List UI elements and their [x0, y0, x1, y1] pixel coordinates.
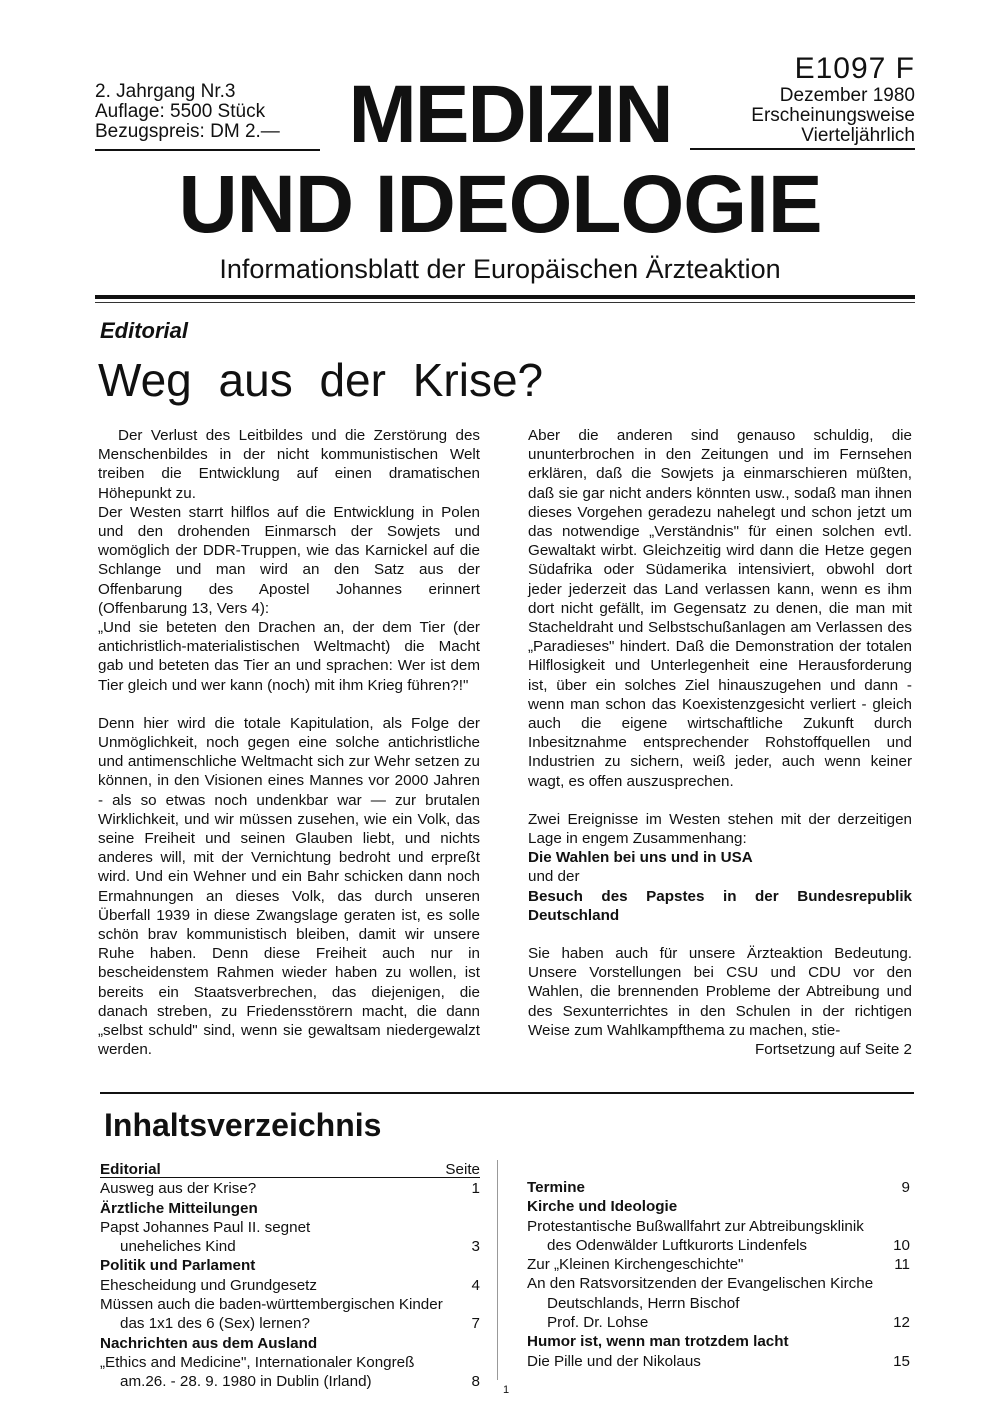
editorial-label: Editorial	[100, 318, 189, 343]
toc-entry-title: Zur „Kleinen Kirchengeschichte"	[527, 1256, 744, 1274]
toc-page-number: 10	[893, 1236, 910, 1254]
toc-page-number: Seite	[445, 1161, 480, 1178]
toc-entry	[527, 1274, 910, 1293]
toc-page-number: 4	[471, 1276, 480, 1294]
publication-code: E1097 F	[794, 52, 915, 85]
masthead-left	[95, 82, 320, 142]
toc-entry-title: An den Ratsvorsitzenden der Evangelischen Kirche	[527, 1275, 874, 1293]
toc-column-right	[527, 1178, 910, 1371]
toc-entry	[100, 1314, 480, 1333]
frequency-label: Erscheinungsweise	[751, 105, 915, 126]
editorial-column-right	[528, 426, 912, 1059]
connector-text: und der	[528, 868, 580, 886]
toc-page-number: 9	[901, 1179, 910, 1196]
issue-date: Dezember 1980	[779, 85, 915, 106]
toc-column-divider	[497, 1160, 498, 1380]
toc-section-title: Kirche und Ideologie	[527, 1198, 678, 1216]
page-number: 1	[503, 1384, 510, 1396]
toc-section-title: Ärztliche Mitteilungen	[100, 1199, 258, 1217]
pope-visit-heading: Besuch des Papstes in der Bundesrepublik Deutschland	[528, 887, 912, 924]
issue-info: 2. Jahrgang Nr.3	[95, 81, 236, 102]
continued-note: Fortsetzung auf Seite 2	[754, 1041, 912, 1059]
toc-entry-title: „Ethics and Medicine", Internationaler Kongreß	[100, 1353, 415, 1371]
toc-entry-title: uneheliches Kind	[120, 1238, 236, 1256]
toc-entry-title: Die Pille und der Nikolaus	[527, 1352, 701, 1370]
masthead-left-rule	[95, 149, 320, 151]
toc-entry	[100, 1295, 480, 1314]
toc-entry-title: Deutschlands, Herrn Bischof	[547, 1294, 740, 1312]
toc-entry	[527, 1255, 910, 1274]
paragraph: Der Westen starrt hilflos auf die Entwicklung in Polen und den drohenden Einmarsch der Sowjets und womöglich der DDR-Truppen, wie das Karnickel auf die Schlange und man wird an den Satz aus der Offenbarung des Apostel Johannes erinnert (Offenbarung 13, Vers 4):	[98, 503, 480, 617]
toc-entry	[100, 1179, 480, 1198]
toc-page-number: 12	[893, 1314, 910, 1332]
toc-entry-title: das 1x1 des 6 (Sex) lernen?	[120, 1315, 310, 1333]
toc-section	[527, 1178, 910, 1197]
toc-page-number: 1	[471, 1180, 480, 1198]
editorial-column-left	[98, 426, 480, 1060]
toc-entry-title: Müssen auch die baden-württembergischen Kinder	[100, 1296, 443, 1314]
toc-page-number: 3	[471, 1238, 480, 1256]
toc-entry	[100, 1353, 480, 1372]
circulation-info: Auflage: 5500 Stück	[95, 101, 266, 122]
masthead-divider-thin	[95, 302, 915, 303]
paragraph: Aber die anderen sind genauso schuldig, die ununterbrochen in den Zeitungen und im Fernsehen erklären, daß die Sowjets ja einmarschieren müßten, daß sie gar nicht anders könnten usw., sodaß man ihnen dieses Vorgehen geradezu nahelegt und schon jetzt um das notwendige „Verständnis" für einen solchen evtl. Gewaltakt wirbt. Gleichzeitig wird dann die Hetze gegen Südafrika oder Südamerika intensiviert, obwohl dort jeder jederzeit das Land verlassen kann, wenn es ihm dort nicht gefällt, im Gegensatz zu denen, die man mit Stacheldraht und Selbstschußanlagen am Verlassen des „Paradieses" hindert. Daß die Demonstration der totalen Hilflosigkeit und Unterlegenheit eine Herausforderung ist, über ein solches Ziel hinauszugehen und dann - wenn man schon das Koexistenzgesicht verliert - gleich auch die eigene wirtschaftliche Zukunft durch Inbesitznahme entsprechender Rohstoffquellen und Industrien zu sichern, weiß jeder, auch wenn keiner wagt, es offen auszusprechen.	[528, 427, 912, 790]
toc-page-number: 11	[894, 1256, 910, 1274]
toc-entry-title: Ehescheidung und Grundgesetz	[100, 1276, 318, 1294]
toc-page-number: 8	[471, 1373, 480, 1391]
toc-entry-title: des Odenwälder Luftkurorts Lindenfels	[547, 1236, 808, 1254]
toc-entry-title: am.26. - 28. 9. 1980 in Dublin (Irland)	[120, 1373, 372, 1391]
paragraph: Sie haben auch für unsere Ärzteaktion Bedeutung. Unsere Vorstellungen bei CSU und CDU vor den Wahlen, die brennenden Probleme der Abtreibung und des Sexunterrichtes in den Schulen in der richtigen Weise zum Wahlkampfthema zu machen, stie-	[528, 945, 912, 1039]
toc-entry-title: Papst Johannes Paul II. segnet	[100, 1218, 311, 1236]
price-info: Bezugspreis: DM 2.—	[95, 121, 280, 142]
quote-paragraph: „Und sie beteten den Drachen an, der dem Tier (der antichristlich-materialistischen Weltmacht) die Macht gab und beteten das Tier an und sprachen: Wer ist dem Tier gleich und wer kann (noch) mit ihm Krieg führen?!"	[98, 619, 480, 694]
toc-section-title: Nachrichten aus dem Ausland	[100, 1334, 318, 1352]
toc-page-number: 7	[471, 1315, 480, 1333]
masthead-right-rule	[690, 148, 915, 150]
editorial-title: Weg aus der Krise?	[98, 354, 544, 406]
toc-divider	[100, 1092, 914, 1094]
frequency-value: Vierteljährlich	[801, 125, 915, 146]
toc-column-left	[100, 1160, 480, 1392]
paragraph: Der Verlust des Leitbildes und die Zerstörung des Menschenbildes in der nicht kommunistischen Welt treiben die Entwicklung auf einen dramatischen Höhepunkt zu.	[98, 427, 480, 502]
toc-entry	[527, 1236, 910, 1255]
toc-entry	[100, 1218, 480, 1237]
toc-entry	[100, 1276, 480, 1295]
toc-entry	[527, 1294, 910, 1313]
toc-section	[100, 1199, 480, 1218]
masthead-subtitle: Informationsblatt der Europäischen Ärzteaktion	[219, 254, 781, 284]
toc-entry	[527, 1352, 910, 1371]
bold-heading	[528, 848, 912, 867]
toc-entry	[527, 1217, 910, 1236]
toc-entry-title: Protestantische Bußwallfahrt zur Abtreibungsklinik	[527, 1217, 864, 1235]
title-medizin: MEDIZIN	[348, 69, 672, 160]
paragraph: Denn hier wird die totale Kapitulation, als Folge der Unmöglichkeit, noch gegen eine solche antichristliche und antimenschliche Weltmacht sich zur Wehr setzen zu können, in den Visionen eines Mannes vor 2000 Jahren - als so etwas noch undenkbar war — zur brutalen Wirklichkeit, und wir müssen zusehen, wie ein Volk, das seine Freiheit und seinen Glauben liebt, und nichts anderes will, mit der Vernichtung bedroht und erpreßt wird. Und ein Wehner und ein Bahr schicken dann noch Ermahnungen an dieses Volk, das durch unseren Überfall 1939 in diese Zwangslage geraten ist, es solle schön brav kommunistisch bleiben, damit wir unsere Ruhe haben. Denn diese Freiheit auch nur in bescheidenstem Rahmen wieder haben zu wollen, ist bereits ein Staatsverbrechen, das diejenigen, die danach streben, zu Friedensstörern macht, die dann „selbst schuld" sind, wenn sie gewaltsam niedergewalzt werden.	[98, 714, 480, 1059]
toc-section-title: Politik und Parlament	[100, 1257, 256, 1275]
elections-heading: Die Wahlen bei uns und in USA	[528, 849, 753, 867]
toc-section	[100, 1334, 480, 1353]
toc-title: Inhaltsverzeichnis	[104, 1107, 382, 1143]
toc-section	[527, 1197, 910, 1216]
toc-section	[527, 1332, 910, 1351]
toc-entry	[527, 1313, 910, 1332]
toc-section	[100, 1256, 480, 1275]
toc-section-title: Editorial	[100, 1161, 161, 1178]
toc-entry	[100, 1237, 480, 1256]
toc-entry-title: Prof. Dr. Lohse	[547, 1314, 649, 1332]
toc-section-title: Humor ist, wenn man trotzdem lacht	[527, 1333, 789, 1351]
toc-entry-title: Ausweg aus der Krise?	[100, 1180, 257, 1198]
toc-entry	[100, 1372, 480, 1391]
title-und-ideologie: UND IDEOLOGIE	[178, 159, 822, 250]
toc-header-rule	[100, 1177, 480, 1178]
masthead-divider	[95, 295, 915, 299]
masthead-right	[690, 52, 915, 146]
bold-heading	[528, 887, 912, 925]
toc-section-title: Termine	[527, 1179, 585, 1196]
toc-page-number: 15	[893, 1352, 910, 1370]
paragraph: Zwei Ereignisse im Westen stehen mit der derzeitigen Lage in engem Zusammenhang:	[528, 810, 912, 848]
